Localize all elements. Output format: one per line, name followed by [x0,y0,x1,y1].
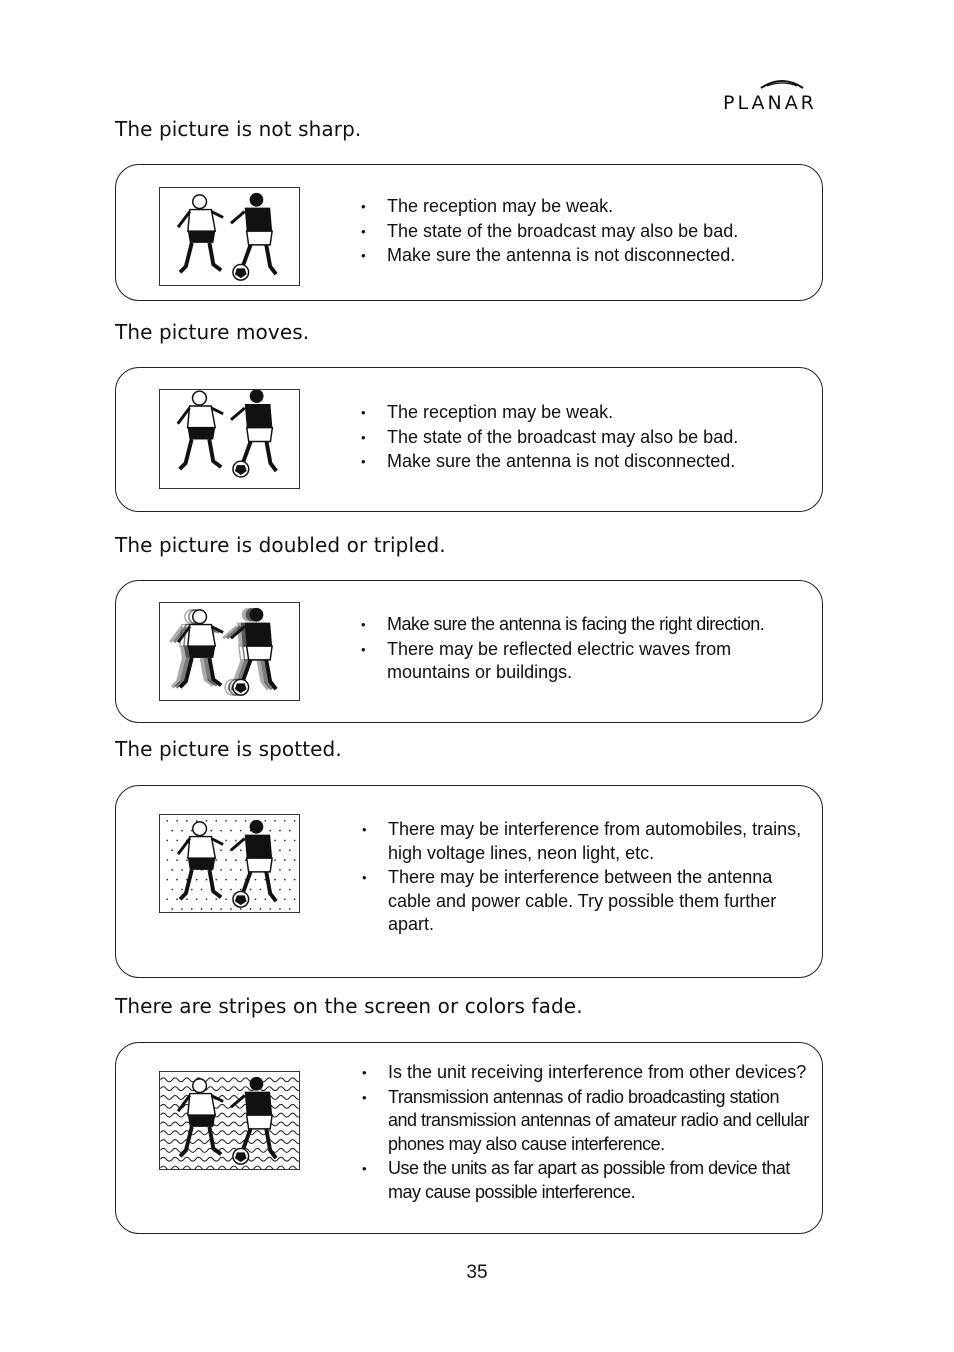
soccer-players-drawing [160,815,299,912]
bullet-item: • The state of the broadcast may also be bad. [361,426,801,450]
section-heading-moves: The picture moves. [115,320,310,344]
section-box-moves [115,367,823,512]
logo-text: PLANAR [723,92,817,114]
soccer-illustration-moving [159,389,300,489]
section-box-not-sharp [115,164,823,301]
noise-dots [166,820,295,910]
logo-arc-icon [757,76,807,92]
section-box-doubled [115,580,823,723]
bullet-item: • There may be interference between the antenna cable and power cable. Try possible them further apart. [362,866,807,937]
bullet-item: • The state of the broadcast may also be bad. [361,220,801,244]
soccer-illustration-stripes [159,1071,300,1170]
soccer-illustration-normal [159,187,300,286]
bullet-list-doubled [361,613,801,686]
section-heading-spotted: The picture is spotted. [115,737,342,761]
section-heading-doubled: The picture is doubled or tripled. [115,533,446,557]
section-box-spotted [115,785,823,978]
bullet-item: • Make sure the antenna is facing the right direction. [361,613,801,637]
bullet-item: • Make sure the antenna is not disconnected. [361,450,801,474]
soccer-players-drawing [160,603,299,700]
section-heading-stripes: There are stripes on the screen or colors fade. [115,994,583,1018]
bullet-item: • Use the units as far apart as possible from device that may cause possible interference. [362,1157,812,1204]
bullet-item: • The reception may be weak. [361,401,801,425]
bullet-item: • Is the unit receiving interference from other devices? [362,1061,812,1085]
section-box-stripes [115,1042,823,1234]
bullet-item: • There may be interference from automobiles, trains, high voltage lines, neon light, etc. [362,818,807,865]
soccer-players-drawing [160,1072,299,1169]
section-heading-not-sharp: The picture is not sharp. [115,117,362,141]
soccer-illustration-ghost [159,602,300,701]
planar-logo [723,76,841,116]
bullet-item: • Make sure the antenna is not disconnected. [361,244,801,268]
soccer-illustration-spotted [159,814,300,913]
page-number: 35 [466,1262,488,1283]
soccer-players-drawing [160,390,299,488]
bullet-item: • There may be reflected electric waves from mountains or buildings. [361,638,801,685]
bullet-list-moves [361,401,801,475]
bullet-list-not-sharp [361,195,801,269]
bullet-item: • Transmission antennas of radio broadcasting station and transmission antennas of amateur radio and cellular phones may also cause interference. [362,1086,812,1157]
soccer-players-drawing [160,188,299,285]
bullet-item: • The reception may be weak. [361,195,801,219]
bullet-list-stripes [362,1061,812,1205]
bullet-list-spotted [362,818,807,938]
